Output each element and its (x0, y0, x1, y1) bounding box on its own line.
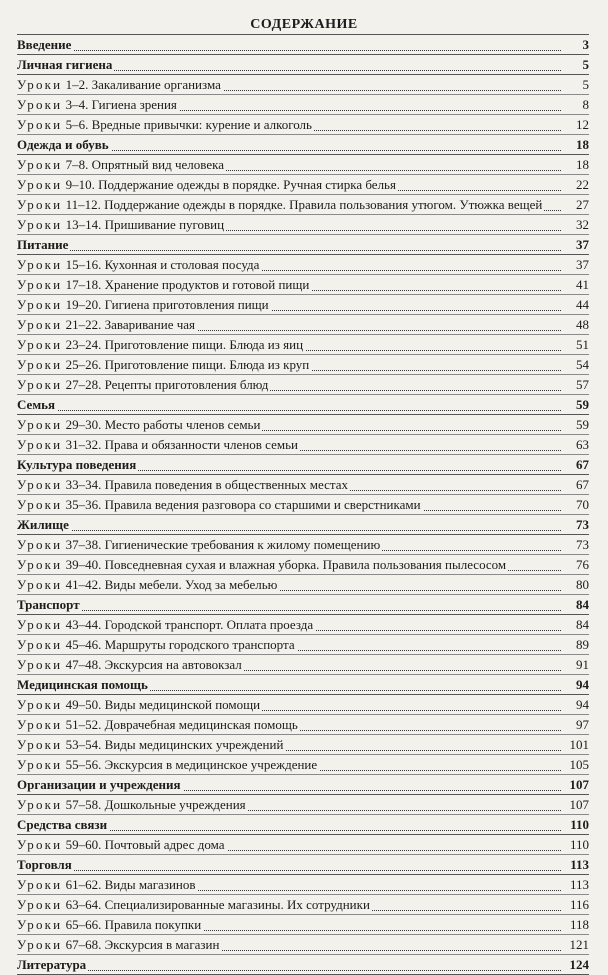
lesson-lead-word: Уроки (17, 117, 63, 132)
lesson-text: 1–2. Закаливание организма (62, 77, 221, 92)
toc-lesson-row (17, 215, 589, 235)
lesson-text: 29–30. Место работы членов семьи (62, 417, 261, 432)
lesson-title (17, 475, 350, 494)
toc-lesson-row (17, 915, 589, 935)
toc-lesson-row (17, 695, 589, 715)
toc-lesson-row (17, 935, 589, 955)
lesson-title (17, 795, 248, 814)
page-number: 5 (580, 75, 590, 94)
lesson-text: 31–32. Права и обязанности членов семьи (62, 437, 298, 452)
toc-lesson-row (17, 875, 589, 895)
lesson-text: 55–56. Экскурсия в медицинское учреждение (62, 757, 318, 772)
toc-lesson-row (17, 575, 589, 595)
page-number: 80 (573, 575, 589, 594)
lesson-lead-word: Уроки (17, 717, 63, 732)
page-number: 32 (573, 215, 589, 234)
lesson-text: 35–36. Правила ведения разговора со старшими и сверстниками (62, 497, 421, 512)
toc-lesson-row (17, 335, 589, 355)
toc-section-row (17, 235, 589, 255)
lesson-text: 7–8. Опрятный вид человека (62, 157, 224, 172)
section-title: Личная гигиена (17, 57, 113, 72)
lesson-text: 23–24. Приготовление пищи. Блюда из яиц (62, 337, 304, 352)
lesson-title (17, 375, 270, 394)
lesson-title (17, 655, 244, 674)
lesson-title (17, 275, 311, 294)
lesson-text: 17–18. Хранение продуктов и готовой пищи (62, 277, 310, 292)
lesson-title (17, 195, 544, 214)
lesson-lead-word: Уроки (17, 897, 63, 912)
page-number: 84 (573, 595, 589, 614)
lesson-title (17, 75, 223, 94)
page-number: 116 (567, 895, 589, 914)
page-number: 22 (573, 175, 589, 194)
page-number: 8 (580, 95, 590, 114)
page-number: 63 (573, 435, 589, 454)
lesson-lead-word: Уроки (17, 637, 63, 652)
lesson-lead-word: Уроки (17, 737, 63, 752)
lesson-lead-word: Уроки (17, 937, 63, 952)
lesson-lead-word: Уроки (17, 437, 63, 452)
toc-lesson-row (17, 715, 589, 735)
toc-section-row (17, 55, 589, 75)
toc-lesson-row (17, 295, 589, 315)
page-number: 18 (573, 135, 589, 154)
lesson-lead-word: Уроки (17, 297, 63, 312)
section-title: Жилище (17, 517, 69, 532)
lesson-text: 49–50. Виды медицинской помощи (62, 697, 261, 712)
lesson-lead-word: Уроки (17, 217, 63, 232)
page-number: 54 (573, 355, 589, 374)
lesson-lead-word: Уроки (17, 557, 63, 572)
lesson-lead-word: Уроки (17, 77, 63, 92)
lesson-title (17, 875, 198, 894)
lesson-title (17, 315, 197, 334)
lesson-text: 9–10. Поддержание одежды в порядке. Ручная стирка белья (62, 177, 396, 192)
lesson-title (17, 895, 372, 914)
dot-leader (17, 970, 561, 971)
lesson-lead-word: Уроки (17, 577, 63, 592)
toc-lesson-row (17, 195, 589, 215)
lesson-title (17, 95, 179, 114)
lesson-lead-word: Уроки (17, 97, 63, 112)
toc-lesson-row (17, 795, 589, 815)
lesson-text: 67–68. Экскурсия в магазин (62, 937, 220, 952)
page-number: 67 (573, 475, 589, 494)
page-title: СОДЕРЖАНИЕ (250, 17, 358, 32)
lesson-lead-word: Уроки (17, 257, 63, 272)
lesson-text: 11–12. Поддержание одежды в порядке. Правила пользования утюгом. Утюжка вещей (62, 197, 543, 212)
lesson-title (17, 215, 226, 234)
toc-lesson-row (17, 315, 589, 335)
section-title: Медицинская помощь (17, 677, 148, 692)
page-number: 70 (573, 495, 589, 514)
section-title: Культура поведения (17, 457, 137, 472)
lesson-title (17, 535, 382, 554)
page-number: 118 (567, 915, 589, 934)
page-number: 97 (573, 715, 589, 734)
lesson-title (17, 175, 398, 194)
toc-lesson-row (17, 115, 589, 135)
lesson-title (17, 155, 226, 174)
page-number: 73 (573, 535, 589, 554)
toc-lesson-row (17, 95, 589, 115)
page-number: 94 (573, 675, 589, 694)
page-number: 73 (573, 515, 589, 534)
lesson-text: 61–62. Виды магазинов (62, 877, 196, 892)
toc-section-row (17, 455, 589, 475)
lesson-lead-word: Уроки (17, 317, 63, 332)
page-number: 84 (573, 615, 589, 634)
lesson-title (17, 355, 311, 374)
page-number: 107 (567, 775, 590, 794)
page-number: 41 (573, 275, 589, 294)
toc-section-row (17, 515, 589, 535)
table-of-contents (17, 34, 589, 975)
lesson-text: 5–6. Вредные привычки: курение и алкоголь (62, 117, 312, 132)
page-number: 57 (573, 375, 589, 394)
toc-lesson-row (17, 155, 589, 175)
page-number: 124 (567, 955, 590, 974)
page-number: 12 (573, 115, 589, 134)
page-number: 110 (567, 835, 589, 854)
lesson-text: 13–14. Пришивание пуговиц (62, 217, 225, 232)
lesson-lead-word: Уроки (17, 357, 63, 372)
lesson-lead-word: Уроки (17, 917, 63, 932)
toc-lesson-row (17, 355, 589, 375)
lesson-lead-word: Уроки (17, 177, 63, 192)
toc-section-row (17, 595, 589, 615)
toc-lesson-row (17, 435, 589, 455)
dot-leader (17, 530, 561, 531)
lesson-lead-word: Уроки (17, 837, 63, 852)
toc-section-row (17, 135, 589, 155)
lesson-title (17, 495, 423, 514)
page-number: 48 (573, 315, 589, 334)
toc-lesson-row (17, 635, 589, 655)
lesson-title (17, 335, 305, 354)
toc-lesson-row (17, 75, 589, 95)
page-number: 76 (573, 555, 589, 574)
page-number: 110 (567, 815, 589, 834)
lesson-text: 65–66. Правила покупки (62, 917, 202, 932)
lesson-text: 63–64. Специализированные магазины. Их сотрудники (62, 897, 370, 912)
dot-leader (17, 610, 561, 611)
dot-leader (17, 250, 561, 251)
toc-section-row (17, 34, 589, 55)
toc-section-row (17, 675, 589, 695)
lesson-text: 53–54. Виды медицинских учреждений (62, 737, 284, 752)
toc-lesson-row (17, 375, 589, 395)
lesson-title (17, 735, 285, 754)
lesson-title (17, 935, 221, 954)
section-title: Введение (17, 37, 72, 52)
lesson-lead-word: Уроки (17, 877, 63, 892)
lesson-lead-word: Уроки (17, 157, 63, 172)
section-title: Семья (17, 397, 56, 412)
page-number: 91 (573, 655, 589, 674)
page-number: 107 (567, 795, 590, 814)
lesson-text: 15–16. Кухонная и столовая посуда (62, 257, 260, 272)
lesson-text: 3–4. Гигиена зрения (62, 97, 177, 112)
section-title: Питание (17, 237, 69, 252)
lesson-text: 43–44. Городской транспорт. Оплата проезда (62, 617, 314, 632)
lesson-lead-word: Уроки (17, 697, 63, 712)
lesson-lead-word: Уроки (17, 377, 63, 392)
toc-lesson-row (17, 735, 589, 755)
page-number: 94 (573, 695, 589, 714)
lesson-title (17, 295, 271, 314)
page-number: 3 (580, 35, 590, 54)
lesson-text: 47–48. Экскурсия на автовокзал (62, 657, 242, 672)
lesson-text: 27–28. Рецепты приготовления блюд (62, 377, 269, 392)
page-number: 67 (573, 455, 589, 474)
page-number: 44 (573, 295, 589, 314)
section-title: Организации и учреждения (17, 777, 181, 792)
page-number: 18 (573, 155, 589, 174)
page-number: 27 (573, 195, 589, 214)
section-title: Литература (17, 957, 87, 972)
section-title: Одежда и обувь (17, 137, 109, 152)
lesson-text: 41–42. Виды мебели. Уход за мебелью (62, 577, 278, 592)
toc-lesson-row (17, 555, 589, 575)
lesson-lead-word: Уроки (17, 337, 63, 352)
toc-lesson-row (17, 655, 589, 675)
toc-lesson-row (17, 495, 589, 515)
lesson-text: 57–58. Дошкольные учреждения (62, 797, 246, 812)
toc-lesson-row (17, 535, 589, 555)
lesson-title (17, 115, 314, 134)
dot-leader (17, 50, 561, 51)
lesson-lead-word: Уроки (17, 277, 63, 292)
lesson-text: 21–22. Заваривание чая (62, 317, 196, 332)
section-title: Средства связи (17, 817, 108, 832)
page-number: 59 (573, 395, 589, 414)
section-title: Транспорт (17, 597, 80, 612)
toc-lesson-row (17, 835, 589, 855)
lesson-text: 51–52. Доврачебная медицинская помощь (62, 717, 298, 732)
lesson-text: 33–34. Правила поведения в общественных местах (62, 477, 348, 492)
lesson-lead-word: Уроки (17, 477, 63, 492)
toc-lesson-row (17, 895, 589, 915)
lesson-lead-word: Уроки (17, 537, 63, 552)
lesson-lead-word: Уроки (17, 417, 63, 432)
page-number: 89 (573, 635, 589, 654)
toc-lesson-row (17, 175, 589, 195)
lesson-text: 19–20. Гигиена приготовления пищи (62, 297, 269, 312)
toc-lesson-row (17, 475, 589, 495)
lesson-title (17, 255, 261, 274)
lesson-title (17, 415, 262, 434)
toc-lesson-row (17, 615, 589, 635)
toc-lesson-row (17, 275, 589, 295)
lesson-title (17, 835, 227, 854)
page-number: 113 (567, 875, 589, 894)
page-number: 59 (573, 415, 589, 434)
toc-section-row (17, 815, 589, 835)
lesson-text: 45–46. Маршруты городского транспорта (62, 637, 295, 652)
dot-leader (17, 870, 561, 871)
toc-section-row (17, 855, 589, 875)
section-title: Торговля (17, 857, 72, 872)
toc-lesson-row (17, 415, 589, 435)
lesson-lead-word: Уроки (17, 197, 63, 212)
lesson-lead-word: Уроки (17, 797, 63, 812)
lesson-text: 59–60. Почтовый адрес дома (62, 837, 225, 852)
page-number: 37 (573, 255, 589, 274)
lesson-text: 37–38. Гигиенические требования к жилому помещению (62, 537, 381, 552)
page-number: 5 (580, 55, 590, 74)
lesson-lead-word: Уроки (17, 657, 63, 672)
toc-lesson-row (17, 255, 589, 275)
lesson-lead-word: Уроки (17, 497, 63, 512)
page-number: 51 (573, 335, 589, 354)
dot-leader (17, 410, 561, 411)
lesson-title (17, 915, 203, 934)
lesson-title (17, 435, 300, 454)
lesson-lead-word: Уроки (17, 757, 63, 772)
lesson-title (17, 695, 262, 714)
toc-lesson-row (17, 755, 589, 775)
lesson-lead-word: Уроки (17, 617, 63, 632)
page-number: 121 (567, 935, 590, 954)
page-number: 101 (567, 735, 590, 754)
toc-section-row (17, 395, 589, 415)
lesson-text: 39–40. Повседневная сухая и влажная уборка. Правила пользования пылесосом (62, 557, 507, 572)
lesson-text: 25–26. Приготовление пищи. Блюда из круп (62, 357, 310, 372)
toc-section-row (17, 955, 589, 975)
page-number: 113 (567, 855, 589, 874)
page-number: 105 (567, 755, 590, 774)
lesson-title (17, 635, 297, 654)
lesson-title (17, 615, 315, 634)
lesson-title (17, 715, 300, 734)
lesson-title (17, 755, 319, 774)
page-number: 37 (573, 235, 589, 254)
toc-section-row (17, 775, 589, 795)
lesson-title (17, 555, 508, 574)
lesson-title (17, 575, 279, 594)
